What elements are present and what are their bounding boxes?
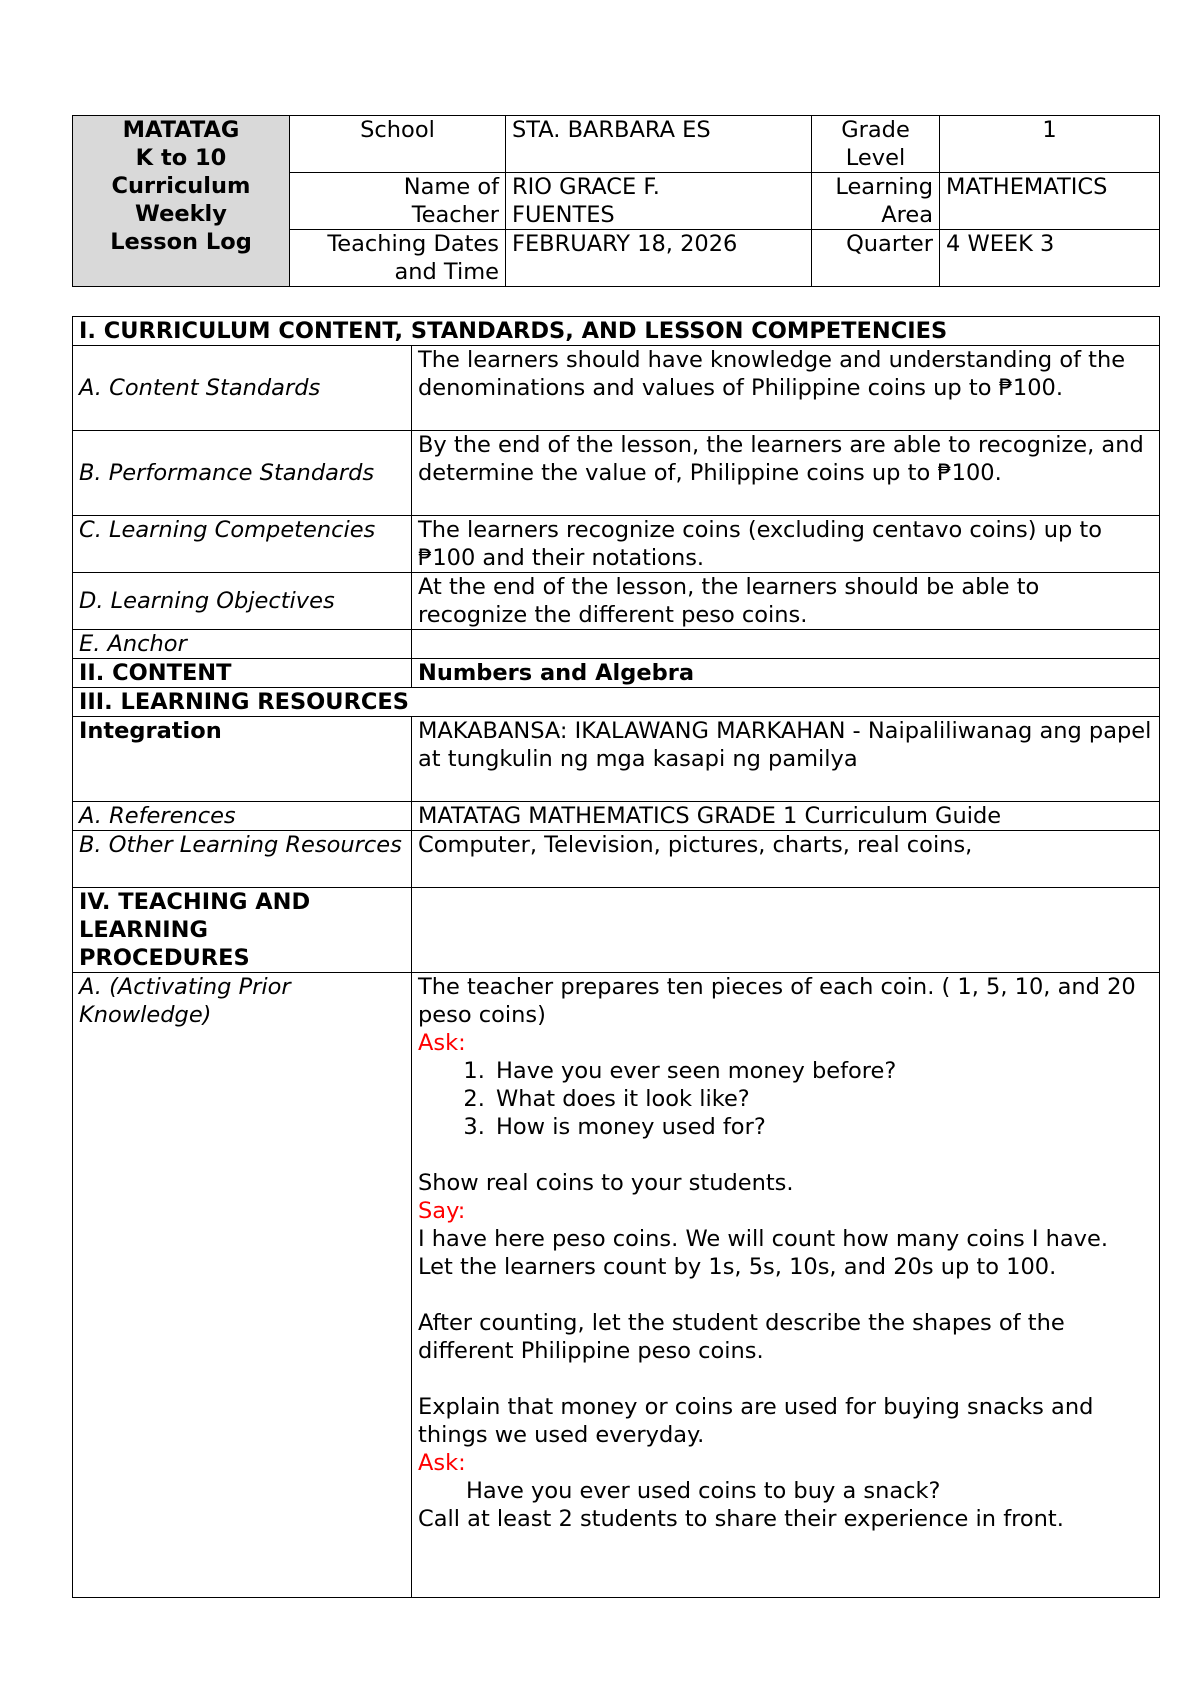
teaching-dates-label: Teaching Dates and Time [290,230,506,287]
table-row [73,659,1160,688]
content-value: Numbers and Algebra [412,659,1160,688]
table-row [73,973,1160,1598]
describe-text: After counting, let the student describe the shapes of the different Philippine peso coins. [418,1310,1065,1364]
show-text: Show real coins to your students. [418,1170,794,1196]
learning-area-label: Learning Area [812,173,940,230]
content-standards-value: The learners should have knowledge and understanding of the denominations and values of Philippine coins up to ₱100. [412,346,1160,431]
list-item: 1. Have you ever seen money before? [492,1057,1153,1085]
table-row [73,630,1160,659]
procedures-value [412,888,1160,973]
grade-level-label: Grade Level [812,116,940,173]
activating-prior-knowledge-content [412,973,1160,1598]
procedures-heading: IV. TEACHING AND LEARNING PROCEDURES [73,888,412,973]
table-row [73,888,1160,973]
learning-area-value: MATHEMATICS [940,173,1160,230]
quarter-value: 4 WEEK 3 [940,230,1160,287]
references-value: MATATAG MATHEMATICS GRADE 1 Curriculum Guide [412,802,1160,831]
title-line: Lesson Log [110,229,252,255]
snack-question: Have you ever used coins to buy a snack? [466,1478,941,1504]
list-item: 3. How is money used for? [492,1113,1153,1141]
title-line: MATATAG [122,117,240,143]
school-value: STA. BARBARA ES [506,116,812,173]
performance-standards-value: By the end of the lesson, the learners are able to recognize, and determine the value of, Philippine coins up to ₱100. [412,431,1160,516]
learning-competencies-label: C. Learning Competencies [73,516,412,573]
anchor-label: E. Anchor [73,630,412,659]
say-label: Say: [418,1198,466,1224]
teacher-value: RIO GRACE F. FUENTES [506,173,812,230]
section-heading-resources: III. LEARNING RESOURCES [73,688,1160,717]
ask-label: Ask: [418,1450,466,1476]
lesson-table [72,316,1160,1598]
content-heading: II. CONTENT [73,659,412,688]
title-line: Weekly [135,201,227,227]
count-text: Let the learners count by 1s, 5s, 10s, and 20s up to 100. [418,1254,1057,1280]
list-item: 2. What does it look like? [492,1085,1153,1113]
performance-standards-label: B. Performance Standards [73,431,412,516]
table-row [73,516,1160,573]
say-text: I have here peso coins. We will count how many coins I have. [418,1226,1108,1252]
table-row [73,346,1160,431]
table-row [73,431,1160,516]
references-label: A. References [73,802,412,831]
table-row [73,573,1160,630]
grade-level-value: 1 [940,116,1160,173]
call-text: Call at least 2 students to share their experience in front. [418,1506,1064,1532]
anchor-value [412,630,1160,659]
school-label: School [290,116,506,173]
lesson-log-title [73,116,290,287]
explain-text: Explain that money or coins are used for buying snacks and things we used everyday. [418,1394,1094,1448]
activating-prior-knowledge-label: A. (Activating Prior Knowledge) [73,973,412,1598]
integration-value: MAKABANSA: IKALAWANG MARKAHAN - Naipaliliwanag ang papel at tungkulin ng mga kasapi ng pamilya [412,717,1160,802]
ask-label: Ask: [418,1030,466,1056]
learning-objectives-value: At the end of the lesson, the learners should be able to recognize the different peso coins. [412,573,1160,630]
header-table [72,115,1160,287]
other-resources-value: Computer, Television, pictures, charts, real coins, [412,831,1160,888]
section-heading-curriculum: I. CURRICULUM CONTENT, STANDARDS, AND LESSON COMPETENCIES [73,317,1160,346]
content-standards-label: A. Content Standards [73,346,412,431]
integration-label: Integration [73,717,412,802]
table-row [73,831,1160,888]
title-line: Curriculum [111,173,251,199]
title-line: K to 10 [135,145,227,171]
other-resources-label: B. Other Learning Resources [73,831,412,888]
quarter-label: Quarter [812,230,940,287]
teacher-label: Name of Teacher [290,173,506,230]
teaching-dates-value: FEBRUARY 18, 2026 [506,230,812,287]
question-list [418,1057,1153,1141]
learning-objectives-label: D. Learning Objectives [73,573,412,630]
table-row [73,802,1160,831]
table-row [73,717,1160,802]
intro-text: The teacher prepares ten pieces of each coin. ( 1, 5, 10, and 20 peso coins) [418,974,1136,1028]
learning-competencies-value: The learners recognize coins (excluding centavo coins) up to ₱100 and their notations. [412,516,1160,573]
